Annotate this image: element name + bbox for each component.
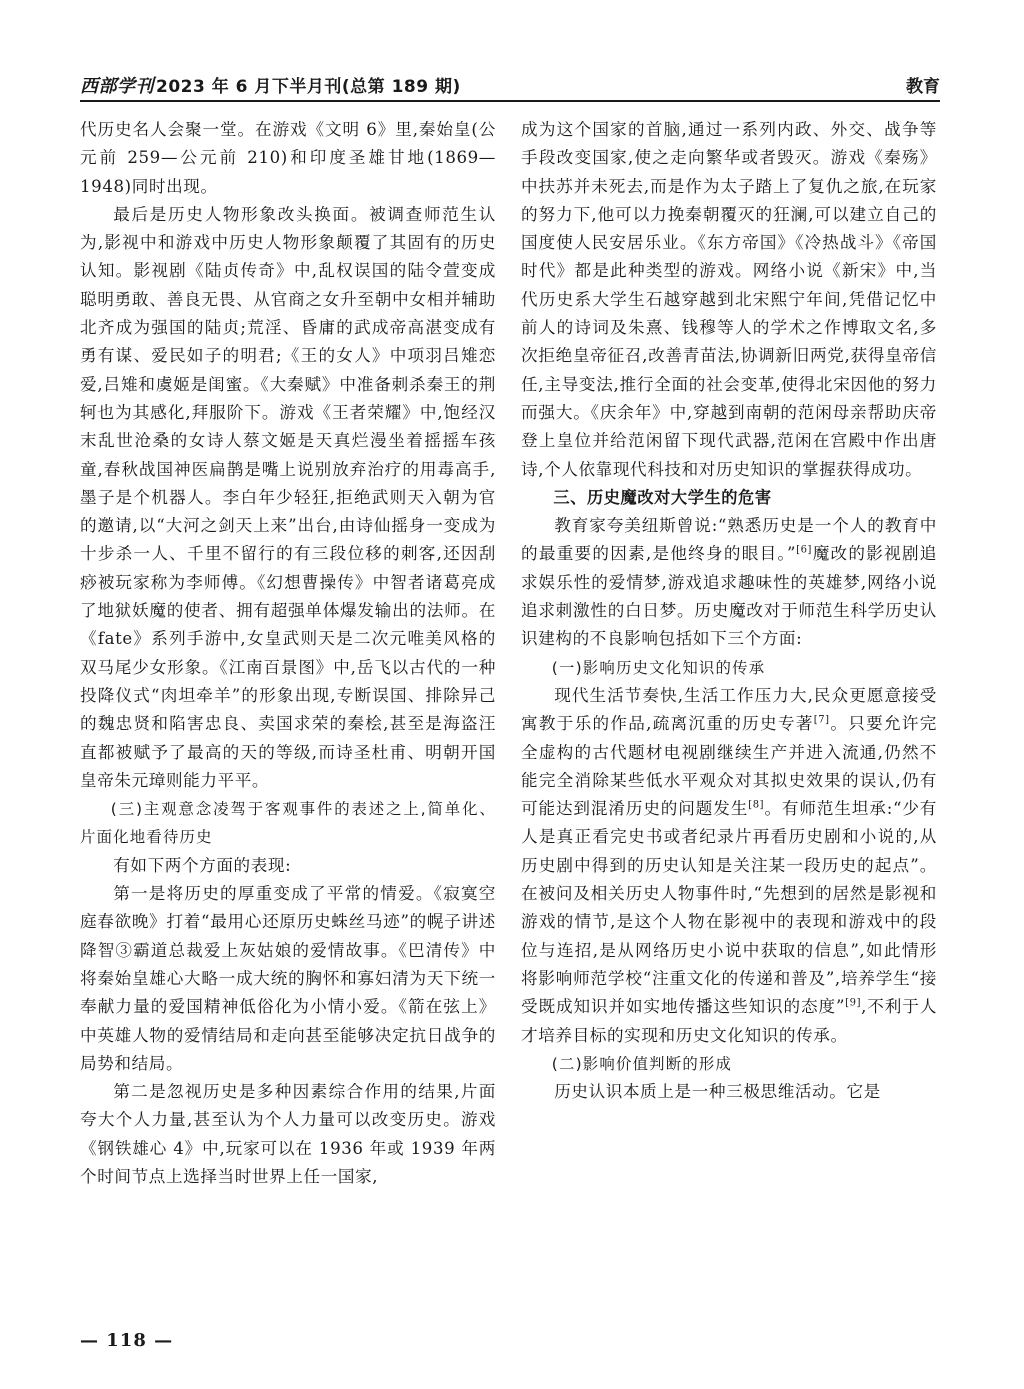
paragraph: 有如下两个方面的表现: — [113, 855, 292, 875]
paragraph — [521, 512, 937, 653]
paragraph: 最后是历史人物形象改头换面。被调查师范生认为,影视中和游戏中历史人物形象颠覆了其固有的历史认知。影视剧《陆贞传奇》中,乱权误国的陆令萱变成聪明勇敢、善良无畏、从官商之女升至朝中女相并辅助北齐成为强国的陆贞;荒淫、昏庸的武成帝高湛变成有勇有谋、爱民如子的明君;《王的女人》中项羽吕雉恋爱,吕雉和虞姬是闺蜜。《大秦赋》中准备刺杀秦王的荆轲也为其感化,拜服阶下。游戏《王者荣耀》中,饱经汉末乱世沧桑的女诗人蔡文姬是天真烂漫坐着摇摇车孩童,春秋战国神医扁鹊是嘴上说别放弃治疗的用毒高手,墨子是个机器人。李白年少轻狂,拒绝武则天入朝为官的邀请,以“大河之剑天上来”出台,由诗仙摇身一变成为十步杀一人、千里不留行的有三段位移的刺客,还因刮痧被玩家称为李师傅。《幻想曹操传》中智者诸葛亮成了地狱妖魔的使者、拥有超强单体爆发输出的法师。在《fate》系列手游中,女皇武则天是二次元唯美风格的双马尾少女形象。《江南百景图》中,岳飞以古代的一种投降仪式“肉坦牵羊”的形象出现,专断误国、排除异己的魏忠贤和陷害忠良、卖国求荣的秦桧,甚至是海盗汪直都被赋予了最高的天的等级,而诗圣杜甫、明朝开国皇帝朱元璋则能力平平。 — [80, 204, 496, 790]
paragraph: 第二是忽视历史是多种因素综合作用的结果,片面夸大个人力量,甚至认为个人力量可以改变历史。游戏《钢铁雄心 4》中,玩家可以在 1936 年或 1939 年两个时间节点上选择当时世界上任一国家, — [80, 1082, 496, 1186]
section-label: 教育 — [906, 77, 940, 97]
left-column — [80, 116, 496, 1191]
citation-ref: [9] — [845, 997, 862, 1009]
page-number: — 118 — — [80, 1330, 174, 1351]
paragraph: 历史认识本质上是一种三极思维活动。它是 — [554, 1082, 881, 1102]
journal-issue: 2023 年 6 月下半月刊(总第 189 期) — [156, 77, 461, 97]
citation-ref: [7] — [813, 714, 830, 726]
paragraph: 成为这个国家的首脑,通过一系列内政、外交、战争等手段改变国家,使之走向繁华或者毁灭。游戏《秦殇》中扶苏并未死去,而是作为太子踏上了复仇之旅,在玩家的努力下,他可以力挽秦朝覆灭的狂澜,可以建立自己的国度使人民安居乐业。《东方帝国》《冷热战斗》《帝国时代》都是此种类型的游戏。网络小说《新宋》中,当代历史系大学生石越穿越到北宋熙宁年间,凭借记忆中前人的诗词及朱熹、钱穆等人的学术之作博取文名,多次拒绝皇帝征召,改善青苗法,协调新旧两党,获得皇帝信任,主导变法,推行全面的社会变革,使得北宋因他的努力而强大。《庆余年》中,穿越到南朝的范闲母亲帮助庆帝登上皇位并给范闲留下现代武器,范闲在宫殿中作出唐诗,个人依靠现代科技和对历史知识的掌握获得成功。 — [521, 120, 937, 479]
text-run: 魔改的影视剧追求娱乐性的爱情梦,游戏追求趣味性的英雄梦,网络小说追求刺激性的白日梦。历史魔改对于师范生科学历史认识建构的不良影响包括如下三个方面: — [521, 544, 937, 649]
section-heading: 三、历史魔改对大学生的危害 — [553, 487, 772, 507]
paragraph — [521, 682, 937, 1050]
subsection-heading: (一)影响历史文化知识的传承 — [551, 658, 766, 677]
subsection-heading: (三)主观意念凌驾于客观事件的表述之上,简单化、片面化地看待历史 — [80, 800, 496, 847]
text-run: 。有师范生坦承:“少有人是真正看完史书或者纪录片再看历史剧和小说的,从历史剧中得到的历史认知是关注某一段历史的起点”。在被问及相关历史人物事件时,“先想到的居然是影视和游戏的情节,是这个人物在影视中的表现和游戏中的段位与连招,是从网络历史小说中获取的信息”,如此情形将影响师范学校“注重文化的传递和普及”,培养学生“接受既成知识并如实地传播这些知识的态度” — [521, 799, 937, 1017]
right-column — [521, 116, 937, 1106]
text-run: 教育家夸美纽斯曾说:“熟悉历史是一个人的教育中的最重要的因素,是他终身的眼目。” — [521, 516, 937, 564]
paragraph: 第一是将历史的厚重变成了平常的情爱。《寂寞空庭春欲晚》打着“最用心还原历史蛛丝马迹”的幌子讲述降智③霸道总裁爱上灰姑娘的爱情故事。《巴清传》中将秦始皇雄心大略一成大统的胸怀和寡妇清为天下统一奉献力量的爱国精神低俗化为小情小爱。《箭在弦上》中英雄人物的爱情结局和走向甚至能够决定抗日战争的局势和结局。 — [80, 884, 496, 1073]
citation-ref: [8] — [748, 799, 765, 811]
citation-ref: [6] — [796, 544, 813, 556]
running-header — [80, 70, 940, 102]
text-run: ,不利于人才培养目标的实现和历史文化知识的传承。 — [521, 997, 937, 1045]
journal-title — [80, 72, 461, 98]
journal-brand: 西部学刊 — [80, 76, 154, 97]
text-run: 。只要允许完全虚构的古代题材电视剧继续生产并进入流通,仍然不能完全消除某些低水平观众对其拟史效果的误认,仍有可能达到混淆历史的问题发生 — [521, 714, 937, 819]
paragraph: 代历史名人会聚一堂。在游戏《文明 6》里,秦始皇(公元前 259—公元前 210)和印度圣雄甘地(1869—1948)同时出现。 — [80, 120, 496, 196]
text-run: 现代生活节奏快,生活工作压力大,民众更愿意接受寓教于乐的作品,疏离沉重的历史专著 — [521, 685, 937, 734]
subsection-heading: (二)影响价值判断的形成 — [551, 1054, 733, 1073]
